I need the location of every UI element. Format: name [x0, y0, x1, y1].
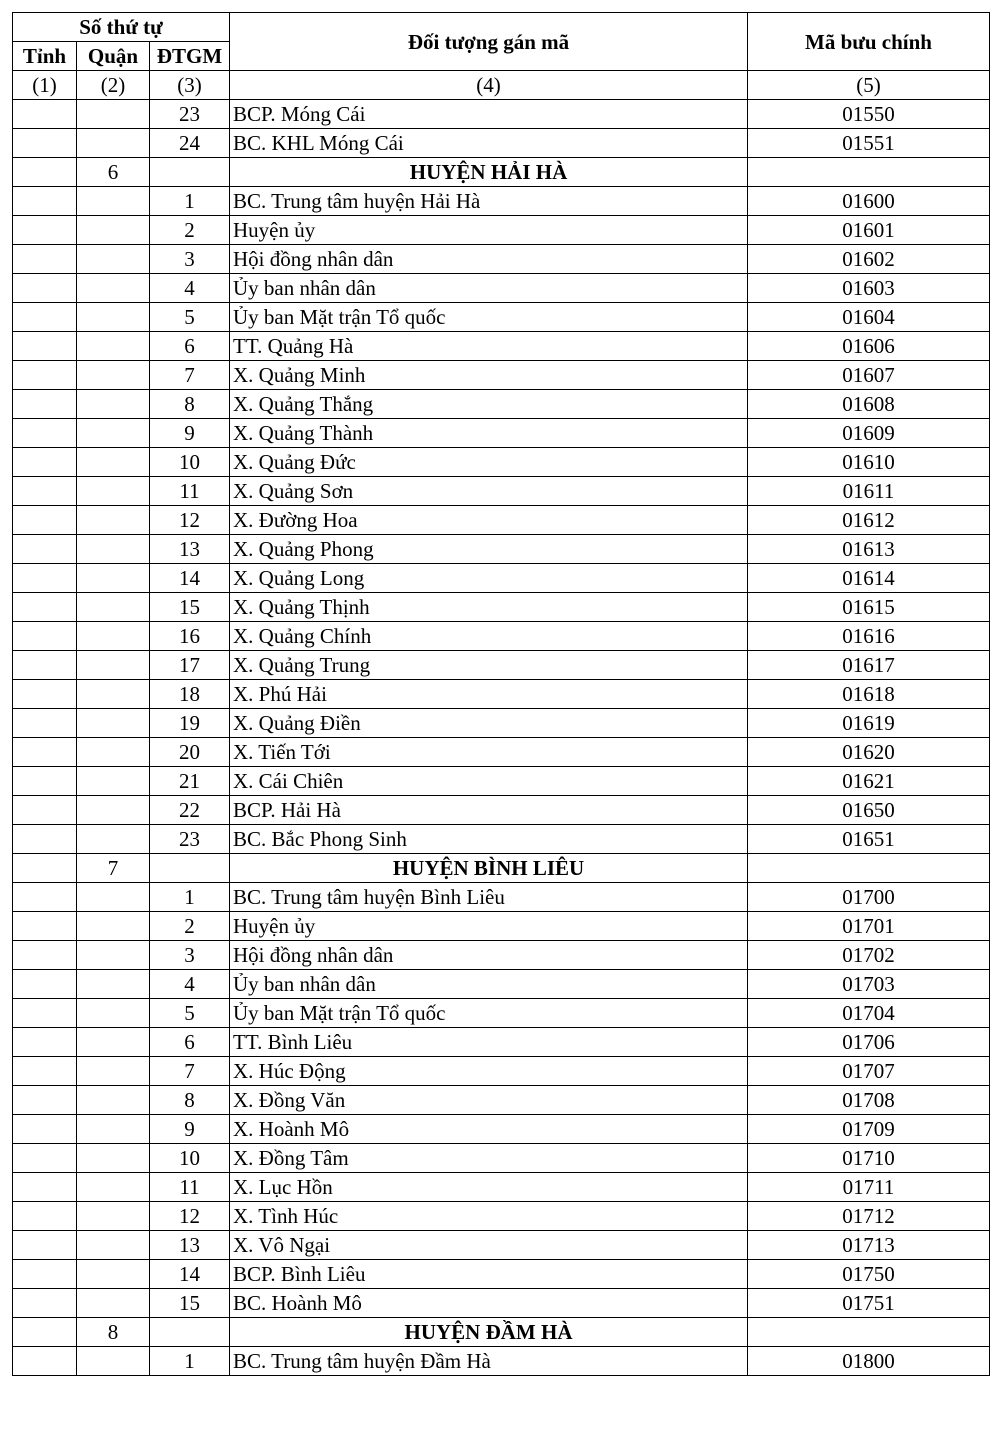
cell-dtgm: 8 — [150, 1086, 230, 1115]
cell-quan — [77, 622, 150, 651]
table-row — [13, 564, 990, 593]
cell-tinh — [13, 970, 77, 999]
cell-doi-tuong: Ủy ban Mặt trận Tổ quốc — [230, 303, 748, 332]
table-row — [13, 187, 990, 216]
header-dtgm: ĐTGM — [150, 42, 230, 71]
cell-dtgm — [150, 854, 230, 883]
cell-tinh — [13, 680, 77, 709]
table-row — [13, 506, 990, 535]
table-row — [13, 477, 990, 506]
cell-doi-tuong: X. Quảng Đức — [230, 448, 748, 477]
table-row — [13, 390, 990, 419]
cell-ma-buu-chinh: 01606 — [748, 332, 990, 361]
cell-quan — [77, 796, 150, 825]
cell-quan — [77, 912, 150, 941]
cell-dtgm: 11 — [150, 477, 230, 506]
cell-quan: 8 — [77, 1318, 150, 1347]
cell-ma-buu-chinh: 01751 — [748, 1289, 990, 1318]
cell-doi-tuong: X. Quảng Sơn — [230, 477, 748, 506]
cell-dtgm: 14 — [150, 1260, 230, 1289]
cell-doi-tuong: X. Đồng Tâm — [230, 1144, 748, 1173]
cell-dtgm: 12 — [150, 1202, 230, 1231]
cell-doi-tuong: X. Cái Chiên — [230, 767, 748, 796]
cell-ma-buu-chinh: 01611 — [748, 477, 990, 506]
cell-tinh — [13, 1173, 77, 1202]
table-row — [13, 1260, 990, 1289]
cell-quan — [77, 651, 150, 680]
cell-ma-buu-chinh: 01713 — [748, 1231, 990, 1260]
table-row — [13, 999, 990, 1028]
cell-quan — [77, 1057, 150, 1086]
table-row — [13, 1202, 990, 1231]
cell-ma-buu-chinh: 01603 — [748, 274, 990, 303]
cell-ma-buu-chinh: 01709 — [748, 1115, 990, 1144]
cell-ma-buu-chinh: 01706 — [748, 1028, 990, 1057]
cell-tinh — [13, 477, 77, 506]
cell-quan — [77, 535, 150, 564]
cell-doi-tuong: X. Quảng Long — [230, 564, 748, 593]
cell-dtgm — [150, 158, 230, 187]
cell-tinh — [13, 448, 77, 477]
table-row — [13, 1231, 990, 1260]
cell-quan — [77, 187, 150, 216]
table-row — [13, 303, 990, 332]
cell-dtgm: 1 — [150, 187, 230, 216]
cell-doi-tuong: BCP. Bình Liêu — [230, 1260, 748, 1289]
cell-dtgm: 12 — [150, 506, 230, 535]
header-doi-tuong: Đối tượng gán mã — [230, 13, 748, 71]
cell-tinh — [13, 622, 77, 651]
cell-dtgm: 1 — [150, 1347, 230, 1376]
cell-dtgm: 2 — [150, 912, 230, 941]
cell-ma-buu-chinh: 01704 — [748, 999, 990, 1028]
cell-quan — [77, 129, 150, 158]
table-row — [13, 651, 990, 680]
cell-tinh — [13, 1289, 77, 1318]
cell-doi-tuong: TT. Quảng Hà — [230, 332, 748, 361]
cell-ma-buu-chinh: 01608 — [748, 390, 990, 419]
table-row — [13, 1057, 990, 1086]
cell-dtgm: 1 — [150, 883, 230, 912]
cell-tinh — [13, 796, 77, 825]
cell-ma-buu-chinh: 01609 — [748, 419, 990, 448]
col-num-3: (3) — [150, 71, 230, 100]
cell-quan — [77, 1115, 150, 1144]
cell-quan — [77, 1347, 150, 1376]
cell-tinh — [13, 1086, 77, 1115]
cell-doi-tuong: Hội đồng nhân dân — [230, 941, 748, 970]
cell-quan — [77, 419, 150, 448]
cell-ma-buu-chinh: 01610 — [748, 448, 990, 477]
cell-tinh — [13, 1347, 77, 1376]
cell-quan — [77, 1231, 150, 1260]
cell-doi-tuong: X. Vô Ngại — [230, 1231, 748, 1260]
cell-dtgm: 10 — [150, 1144, 230, 1173]
cell-doi-tuong: X. Tiến Tới — [230, 738, 748, 767]
cell-dtgm: 3 — [150, 941, 230, 970]
district-group-row — [13, 1318, 990, 1347]
cell-tinh — [13, 738, 77, 767]
cell-dtgm: 15 — [150, 1289, 230, 1318]
cell-quan — [77, 303, 150, 332]
cell-quan — [77, 999, 150, 1028]
cell-doi-tuong: BC. Trung tâm huyện Đầm Hà — [230, 1347, 748, 1376]
cell-doi-tuong: Hội đồng nhân dân — [230, 245, 748, 274]
cell-dtgm: 7 — [150, 1057, 230, 1086]
cell-doi-tuong: BC. Trung tâm huyện Bình Liêu — [230, 883, 748, 912]
cell-dtgm: 6 — [150, 332, 230, 361]
cell-dtgm: 13 — [150, 1231, 230, 1260]
cell-doi-tuong: Ủy ban nhân dân — [230, 274, 748, 303]
header-so-thu-tu: Số thứ tự — [13, 13, 230, 42]
cell-quan — [77, 941, 150, 970]
cell-ma-buu-chinh: 01712 — [748, 1202, 990, 1231]
cell-quan — [77, 1289, 150, 1318]
cell-doi-tuong: TT. Bình Liêu — [230, 1028, 748, 1057]
cell-dtgm: 4 — [150, 274, 230, 303]
table-row — [13, 912, 990, 941]
cell-doi-tuong: BCP. Móng Cái — [230, 100, 748, 129]
cell-doi-tuong: X. Quảng Điền — [230, 709, 748, 738]
table-row — [13, 738, 990, 767]
cell-doi-tuong: X. Quảng Minh — [230, 361, 748, 390]
cell-quan — [77, 1260, 150, 1289]
table-row — [13, 593, 990, 622]
cell-dtgm: 19 — [150, 709, 230, 738]
cell-ma-buu-chinh: 01614 — [748, 564, 990, 593]
cell-tinh — [13, 1202, 77, 1231]
cell-quan — [77, 1202, 150, 1231]
cell-ma-buu-chinh — [748, 158, 990, 187]
cell-quan: 6 — [77, 158, 150, 187]
table-row — [13, 1086, 990, 1115]
cell-dtgm: 15 — [150, 593, 230, 622]
cell-quan — [77, 1086, 150, 1115]
table-row — [13, 1347, 990, 1376]
cell-quan — [77, 100, 150, 129]
table-row — [13, 419, 990, 448]
cell-doi-tuong: BC. Bắc Phong Sinh — [230, 825, 748, 854]
cell-doi-tuong: X. Húc Động — [230, 1057, 748, 1086]
cell-ma-buu-chinh: 01701 — [748, 912, 990, 941]
table-row — [13, 1028, 990, 1057]
table-row — [13, 970, 990, 999]
header-tinh: Tỉnh — [13, 42, 77, 71]
cell-quan: 7 — [77, 854, 150, 883]
cell-ma-buu-chinh: 01707 — [748, 1057, 990, 1086]
cell-doi-tuong: X. Lục Hồn — [230, 1173, 748, 1202]
cell-dtgm: 5 — [150, 999, 230, 1028]
cell-tinh — [13, 1144, 77, 1173]
cell-tinh — [13, 1318, 77, 1347]
cell-quan — [77, 1144, 150, 1173]
cell-tinh — [13, 419, 77, 448]
cell-tinh — [13, 1028, 77, 1057]
table-row — [13, 825, 990, 854]
cell-doi-tuong: X. Quảng Thắng — [230, 390, 748, 419]
col-num-5: (5) — [748, 71, 990, 100]
cell-ma-buu-chinh: 01708 — [748, 1086, 990, 1115]
col-num-2: (2) — [77, 71, 150, 100]
cell-tinh — [13, 825, 77, 854]
table-row — [13, 274, 990, 303]
cell-dtgm: 14 — [150, 564, 230, 593]
cell-dtgm: 6 — [150, 1028, 230, 1057]
cell-dtgm: 17 — [150, 651, 230, 680]
cell-dtgm: 21 — [150, 767, 230, 796]
cell-doi-tuong: Huyện ủy — [230, 216, 748, 245]
cell-ma-buu-chinh: 01800 — [748, 1347, 990, 1376]
cell-dtgm: 7 — [150, 361, 230, 390]
cell-tinh — [13, 709, 77, 738]
cell-tinh — [13, 535, 77, 564]
table-row — [13, 245, 990, 274]
cell-quan — [77, 593, 150, 622]
cell-tinh — [13, 999, 77, 1028]
table-row — [13, 941, 990, 970]
table-row — [13, 883, 990, 912]
cell-ma-buu-chinh: 01615 — [748, 593, 990, 622]
cell-ma-buu-chinh: 01616 — [748, 622, 990, 651]
table-row — [13, 100, 990, 129]
postal-code-table — [12, 12, 990, 1376]
cell-ma-buu-chinh — [748, 1318, 990, 1347]
cell-tinh — [13, 564, 77, 593]
cell-ma-buu-chinh: 01550 — [748, 100, 990, 129]
cell-ma-buu-chinh: 01703 — [748, 970, 990, 999]
cell-tinh — [13, 767, 77, 796]
cell-doi-tuong: X. Quảng Chính — [230, 622, 748, 651]
cell-ma-buu-chinh: 01650 — [748, 796, 990, 825]
cell-ma-buu-chinh: 01612 — [748, 506, 990, 535]
cell-dtgm: 13 — [150, 535, 230, 564]
cell-ma-buu-chinh: 01710 — [748, 1144, 990, 1173]
table-row — [13, 1289, 990, 1318]
cell-doi-tuong: BCP. Hải Hà — [230, 796, 748, 825]
cell-ma-buu-chinh: 01600 — [748, 187, 990, 216]
cell-tinh — [13, 129, 77, 158]
cell-tinh — [13, 506, 77, 535]
cell-doi-tuong: X. Quảng Phong — [230, 535, 748, 564]
cell-ma-buu-chinh: 01613 — [748, 535, 990, 564]
cell-quan — [77, 1173, 150, 1202]
cell-quan — [77, 448, 150, 477]
cell-doi-tuong: X. Quảng Thịnh — [230, 593, 748, 622]
cell-tinh — [13, 100, 77, 129]
cell-dtgm: 4 — [150, 970, 230, 999]
cell-quan — [77, 506, 150, 535]
table-row — [13, 1173, 990, 1202]
cell-dtgm: 23 — [150, 100, 230, 129]
cell-dtgm: 9 — [150, 419, 230, 448]
cell-quan — [77, 332, 150, 361]
cell-tinh — [13, 912, 77, 941]
cell-tinh — [13, 1231, 77, 1260]
cell-tinh — [13, 390, 77, 419]
table-row — [13, 796, 990, 825]
table-row — [13, 361, 990, 390]
table-row — [13, 680, 990, 709]
table-row — [13, 709, 990, 738]
cell-ma-buu-chinh: 01700 — [748, 883, 990, 912]
cell-dtgm: 8 — [150, 390, 230, 419]
cell-doi-tuong: X. Đường Hoa — [230, 506, 748, 535]
cell-district-title: HUYỆN ĐẦM HÀ — [230, 1318, 748, 1347]
col-num-4: (4) — [230, 71, 748, 100]
cell-ma-buu-chinh: 01619 — [748, 709, 990, 738]
cell-doi-tuong: X. Tình Húc — [230, 1202, 748, 1231]
cell-ma-buu-chinh: 01607 — [748, 361, 990, 390]
cell-ma-buu-chinh: 01711 — [748, 1173, 990, 1202]
cell-tinh — [13, 158, 77, 187]
cell-doi-tuong: X. Hoành Mô — [230, 1115, 748, 1144]
cell-tinh — [13, 593, 77, 622]
cell-quan — [77, 825, 150, 854]
cell-quan — [77, 245, 150, 274]
cell-doi-tuong: Huyện ủy — [230, 912, 748, 941]
cell-ma-buu-chinh: 01551 — [748, 129, 990, 158]
cell-ma-buu-chinh: 01601 — [748, 216, 990, 245]
cell-doi-tuong: BC. Hoành Mô — [230, 1289, 748, 1318]
cell-ma-buu-chinh: 01750 — [748, 1260, 990, 1289]
cell-dtgm: 20 — [150, 738, 230, 767]
cell-tinh — [13, 361, 77, 390]
col-num-1: (1) — [13, 71, 77, 100]
cell-tinh — [13, 883, 77, 912]
cell-dtgm: 24 — [150, 129, 230, 158]
table-row — [13, 332, 990, 361]
cell-tinh — [13, 854, 77, 883]
cell-ma-buu-chinh: 01702 — [748, 941, 990, 970]
cell-dtgm: 16 — [150, 622, 230, 651]
cell-tinh — [13, 1260, 77, 1289]
header-ma-buu-chinh: Mã bưu chính — [748, 13, 990, 71]
table-row — [13, 129, 990, 158]
cell-quan — [77, 970, 150, 999]
cell-tinh — [13, 245, 77, 274]
cell-tinh — [13, 332, 77, 361]
cell-ma-buu-chinh: 01620 — [748, 738, 990, 767]
cell-quan — [77, 767, 150, 796]
cell-tinh — [13, 216, 77, 245]
cell-doi-tuong: BC. Trung tâm huyện Hải Hà — [230, 187, 748, 216]
cell-ma-buu-chinh: 01618 — [748, 680, 990, 709]
cell-dtgm: 22 — [150, 796, 230, 825]
cell-dtgm: 23 — [150, 825, 230, 854]
cell-ma-buu-chinh: 01621 — [748, 767, 990, 796]
cell-quan — [77, 216, 150, 245]
cell-quan — [77, 738, 150, 767]
cell-tinh — [13, 941, 77, 970]
header-quan: Quận — [77, 42, 150, 71]
cell-ma-buu-chinh — [748, 854, 990, 883]
cell-quan — [77, 274, 150, 303]
cell-dtgm: 3 — [150, 245, 230, 274]
cell-ma-buu-chinh: 01604 — [748, 303, 990, 332]
cell-district-title: HUYỆN BÌNH LIÊU — [230, 854, 748, 883]
table-row — [13, 448, 990, 477]
table-row — [13, 1115, 990, 1144]
cell-quan — [77, 680, 150, 709]
cell-doi-tuong: X. Phú Hải — [230, 680, 748, 709]
cell-tinh — [13, 1115, 77, 1144]
cell-dtgm: 18 — [150, 680, 230, 709]
district-group-row — [13, 854, 990, 883]
table-row — [13, 1144, 990, 1173]
cell-doi-tuong: BC. KHL Móng Cái — [230, 129, 748, 158]
table-row — [13, 535, 990, 564]
cell-dtgm: 11 — [150, 1173, 230, 1202]
cell-dtgm: 5 — [150, 303, 230, 332]
table-row — [13, 767, 990, 796]
cell-doi-tuong: X. Quảng Thành — [230, 419, 748, 448]
cell-quan — [77, 883, 150, 912]
table-row — [13, 622, 990, 651]
cell-tinh — [13, 1057, 77, 1086]
cell-ma-buu-chinh: 01651 — [748, 825, 990, 854]
cell-dtgm: 9 — [150, 1115, 230, 1144]
cell-quan — [77, 390, 150, 419]
cell-quan — [77, 564, 150, 593]
cell-tinh — [13, 651, 77, 680]
table-body — [13, 100, 990, 1376]
cell-tinh — [13, 187, 77, 216]
district-group-row — [13, 158, 990, 187]
cell-doi-tuong: X. Quảng Trung — [230, 651, 748, 680]
table-row — [13, 216, 990, 245]
cell-quan — [77, 361, 150, 390]
cell-doi-tuong: Ủy ban nhân dân — [230, 970, 748, 999]
cell-quan — [77, 709, 150, 738]
cell-ma-buu-chinh: 01602 — [748, 245, 990, 274]
cell-ma-buu-chinh: 01617 — [748, 651, 990, 680]
cell-tinh — [13, 303, 77, 332]
cell-dtgm: 2 — [150, 216, 230, 245]
cell-dtgm — [150, 1318, 230, 1347]
cell-quan — [77, 477, 150, 506]
cell-district-title: HUYỆN HẢI HÀ — [230, 158, 748, 187]
cell-tinh — [13, 274, 77, 303]
cell-doi-tuong: Ủy ban Mặt trận Tổ quốc — [230, 999, 748, 1028]
cell-quan — [77, 1028, 150, 1057]
cell-dtgm: 10 — [150, 448, 230, 477]
cell-doi-tuong: X. Đồng Văn — [230, 1086, 748, 1115]
